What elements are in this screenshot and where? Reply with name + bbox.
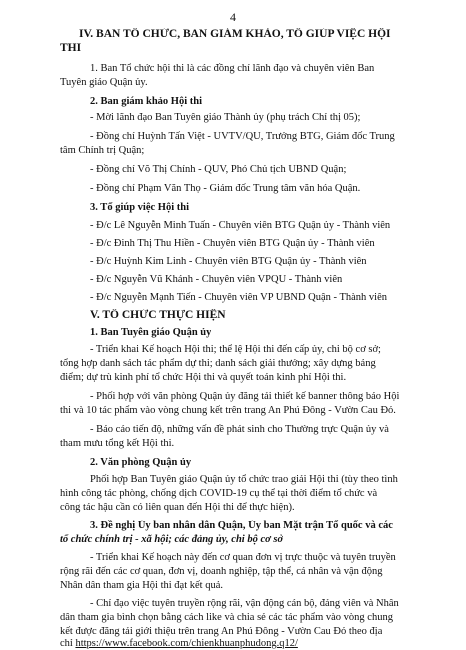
subsection-heading: 2. Văn phòng Quận ủy [90,457,192,468]
list-item: tâm Chính trị Quận; [60,145,145,156]
page-number: 4 [230,10,236,24]
subsection-heading-cont: tổ chức chính trị - xã hội; các đảng ủy, chi bộ cơ sở [60,534,284,545]
list-item: - Đồng chí Phạm Văn Thọ - Giám đốc Trung tâm văn hóa Quận. [90,183,361,194]
facebook-link[interactable]: https://www.facebook.com/chienkhuanphudong.q12/ [75,638,298,649]
paragraph-line: công tác hậu cần có liên quan đến Hội thi để thực hiện). [60,502,295,513]
list-item: - Đ/c Đinh Thị Thu Hiền - Chuyên viên BTG Quận ủy - Thành viên [90,238,375,249]
paragraph-line: Nhân dân tham gia Hội thi đạt kết quả. [60,580,224,591]
section-v-title: V. TỔ CHỨC THỰC HIỆN [90,309,226,321]
paragraph-line: hình công tác phòng, chống dịch COVID-19 cụ thể tại thời điểm tổ chức và [60,488,378,499]
paragraph-line: điểm; dự trù kinh phí tổ chức Hội thi và quyết toán kinh phí Hội thi. [60,372,347,383]
list-item: - Mời lãnh đạo Ban Tuyên giáo Thành ủy (phụ trách Chỉ thị 05); [90,112,361,123]
paragraph-line: kết được đăng tải giới thiệu trên trang An Phú Đông - Vườn Cau Đỏ theo địa [60,626,383,637]
paragraph-line: Tuyên giáo Quận ủy. [60,77,148,88]
link-prefix: chỉ [60,638,76,649]
paragraph-line: tham mưu tổng kết Hội thi. [60,438,175,449]
section-iv-title: IV. BAN TỔ CHỨC, BAN GIÁM KHẢO, TỔ GIÚP VIỆC HỘI [79,28,391,40]
paragraph-line: 1. Ban Tổ chức hội thi là các đồng chí lãnh đạo và chuyên viên Ban [90,63,375,74]
section-iv-title-cont: THI [60,42,82,54]
list-item: - Đ/c Nguyễn Vũ Khánh - Chuyên viên VPQU - Thành viên [90,274,343,285]
paragraph-line: - Phối hợp với văn phòng Quận ủy đăng tải thiết kế banner thông báo Hội [90,391,400,402]
list-item: - Đ/c Lê Nguyễn Minh Tuấn - Chuyên viên BTG Quận ủy - Thành viên [90,220,391,231]
subsection-heading: 1. Ban Tuyên giáo Quận ủy [90,327,212,338]
paragraph-line: thi và 10 tác phẩm vào vòng chung kết trên trang An Phú Đông - Vườn Cau Đỏ. [60,405,396,416]
list-item: - Đồng chí Huỳnh Tấn Việt - UVTV/QU, Trưởng BTG, Giám đốc Trung [90,131,395,142]
paragraph-line: - Triển khai Kế hoạch này đến cơ quan đơn vị trực thuộc và tuyên truyền [90,552,396,563]
paragraph-line: dân tham gia bình chọn bằng cách like và chia sẻ các tác phẩm vào vòng chung [60,612,393,623]
list-item: - Đồng chí Võ Thị Chính - QUV, Phó Chủ tịch UBND Quận; [90,164,347,175]
paragraph-line: - Triển khai Kế hoạch Hội thi; thể lệ Hội thi đến cấp ủy, chi bộ cơ sở; [90,344,381,355]
paragraph-line: - Báo cáo tiến độ, những vấn đề phát sinh cho Thường trực Quận ủy và [90,424,389,435]
subsection-heading: 2. Ban giám khảo Hội thi [90,96,203,107]
paragraph-line: Phối hợp Ban Tuyên giáo Quận ủy tổ chức trao giải Hội thi (tùy theo tình [90,474,398,485]
paragraph-line: - Chỉ đạo việc tuyên truyền rộng rãi, vận động cán bộ, đảng viên và Nhân [90,598,399,609]
subsection-heading: 3. Tổ giúp việc Hội thi [90,202,189,213]
paragraph-line: rộng rãi đến các cơ quan, đơn vị, doanh nghiệp, tập thể, cá nhân và vận động [60,566,383,577]
subsection-heading: 3. Đề nghị Ủy ban nhân dân Quận, Ủy ban Mặt trận Tổ quốc và các [90,520,393,531]
list-item: - Đ/c Huỳnh Kim Linh - Chuyên viên BTG Quận ủy - Thành viên [90,256,367,267]
paragraph-line: tổng hợp danh sách tác phẩm dự thi; danh sách giải thưởng; xây dựng bảng [60,358,376,369]
list-item: - Đ/c Nguyễn Mạnh Tiến - Chuyên viên VP UBND Quận - Thành viên [90,292,387,303]
